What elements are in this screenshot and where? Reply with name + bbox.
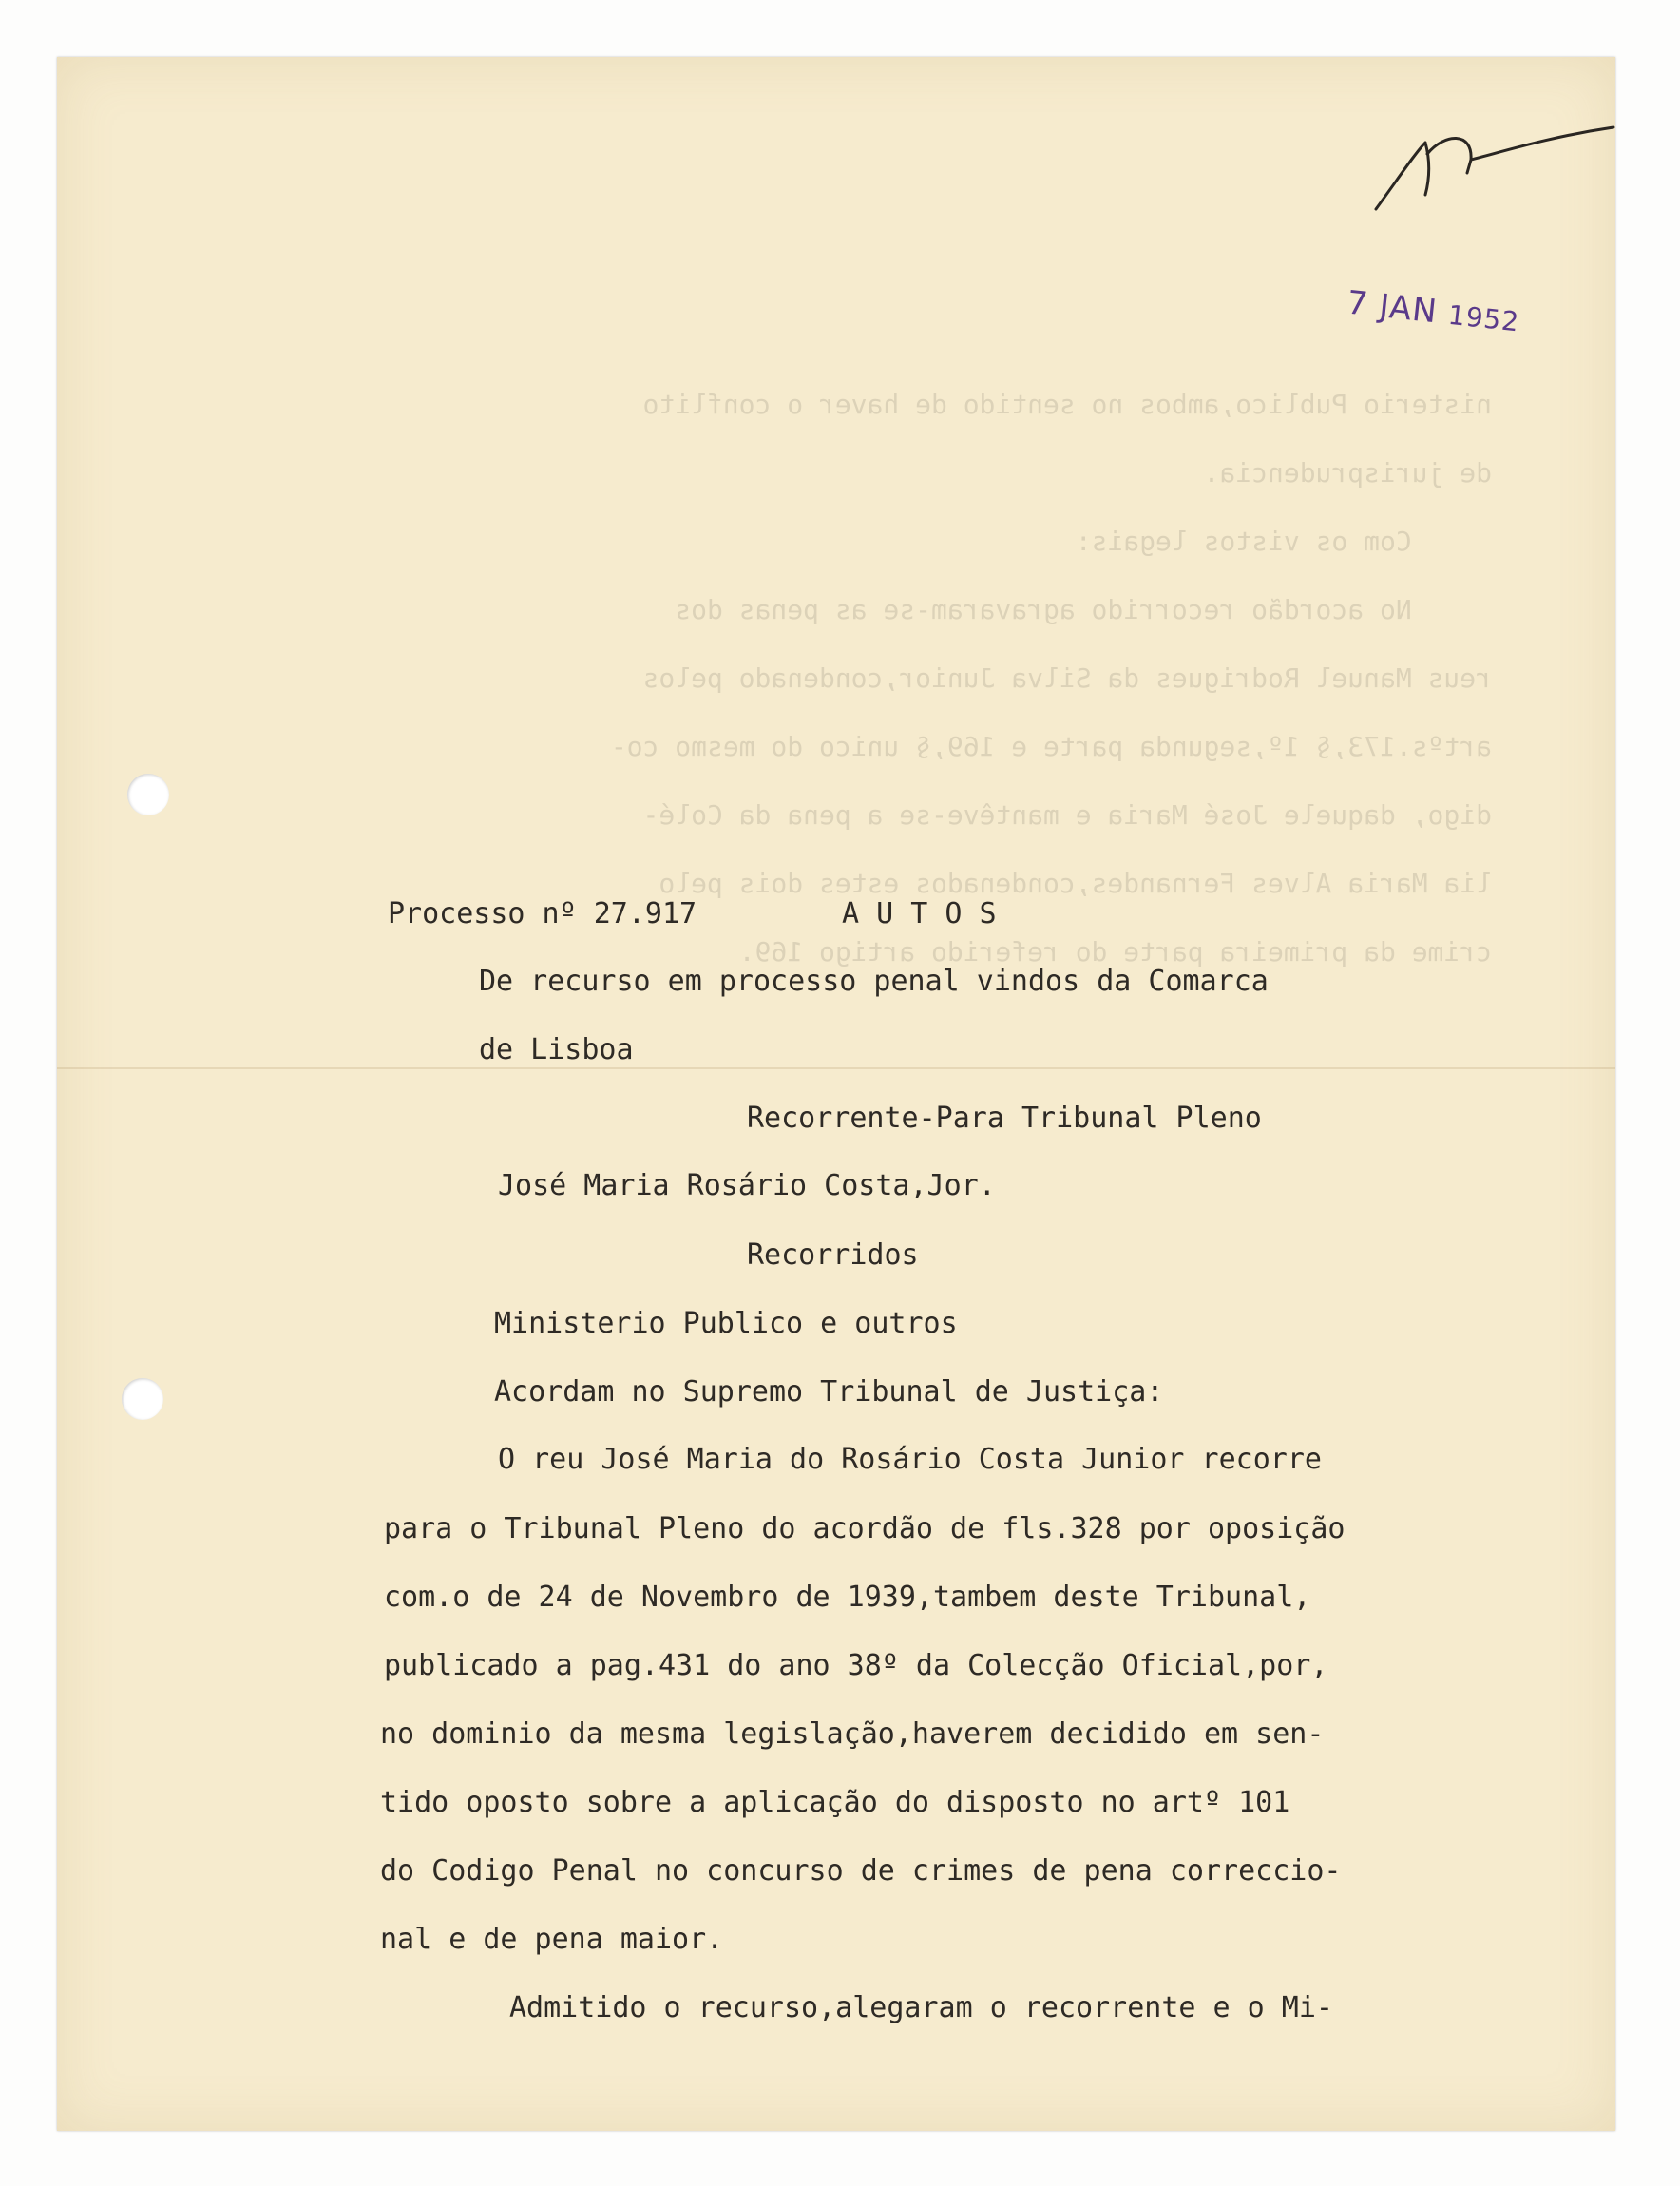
text-line: nal e de pena maior. xyxy=(380,1923,724,1956)
reverse-side-bleed-through: nisterio Publico,ambos no sentido de haver o conflito de jurisprudencia. Com os vistos legais: No acordão recorrido agravaram-se as penas dos reus Manuel Rodrigues da Silva Junior,condenado pelos artºs.173,§ 1º,segunda parte e 169,§ unico do mesmo co- digo, daquele José Maria e mantêve-se a pena da Colé- lia Maria Alves Fernandes,condenados estes dois pelo crime da primeira parte do referido artigo 169. xyxy=(610,389,1492,968)
text-line: Admitido o recurso,alegaram o recorrente e o Mi- xyxy=(509,1991,1333,2024)
autos-heading: A U T O S xyxy=(842,897,997,930)
text-line: Ministerio Publico e outros xyxy=(494,1307,958,1340)
text-line: Recorridos xyxy=(747,1238,919,1272)
text-line: do Codigo Penal no concurso de crimes de pena correccio- xyxy=(380,1854,1342,1888)
stamp-year: 1952 xyxy=(1446,298,1521,338)
text-line: O reu José Maria do Rosário Costa Junior recorre xyxy=(498,1443,1322,1476)
text-line: no dominio da mesma legislação,haverem decidido em sen- xyxy=(380,1717,1325,1751)
punch-hole-top xyxy=(127,774,169,815)
document-page xyxy=(57,57,1615,2131)
process-number: Processo nº 27.917 xyxy=(388,897,697,930)
initials-signature-mark xyxy=(1368,114,1615,219)
stamp-date: 7 JAN xyxy=(1345,283,1440,332)
text-line: De recurso em processo penal vindos da Comarca xyxy=(479,965,1269,998)
text-line: tido oposto sobre a aplicação do disposto no artº 101 xyxy=(380,1786,1290,1819)
text-line: de Lisboa xyxy=(479,1033,634,1066)
text-line: José Maria Rosário Costa,Jor. xyxy=(498,1169,996,1202)
text-line: com.o de 24 de Novembro de 1939,tambem deste Tribunal, xyxy=(384,1581,1311,1614)
page-fold xyxy=(57,1067,1615,1069)
text-line: para o Tribunal Pleno do acordão de fls.328 por oposição xyxy=(384,1512,1346,1545)
date-received-stamp xyxy=(1345,284,1521,340)
text-line: Acordam no Supremo Tribunal de Justiça: xyxy=(494,1375,1164,1409)
text-line: publicado a pag.431 do ano 38º da Colecção Oficial,por, xyxy=(384,1649,1328,1682)
text-line: Recorrente-Para Tribunal Pleno xyxy=(747,1102,1262,1135)
punch-hole-bottom xyxy=(122,1378,163,1420)
